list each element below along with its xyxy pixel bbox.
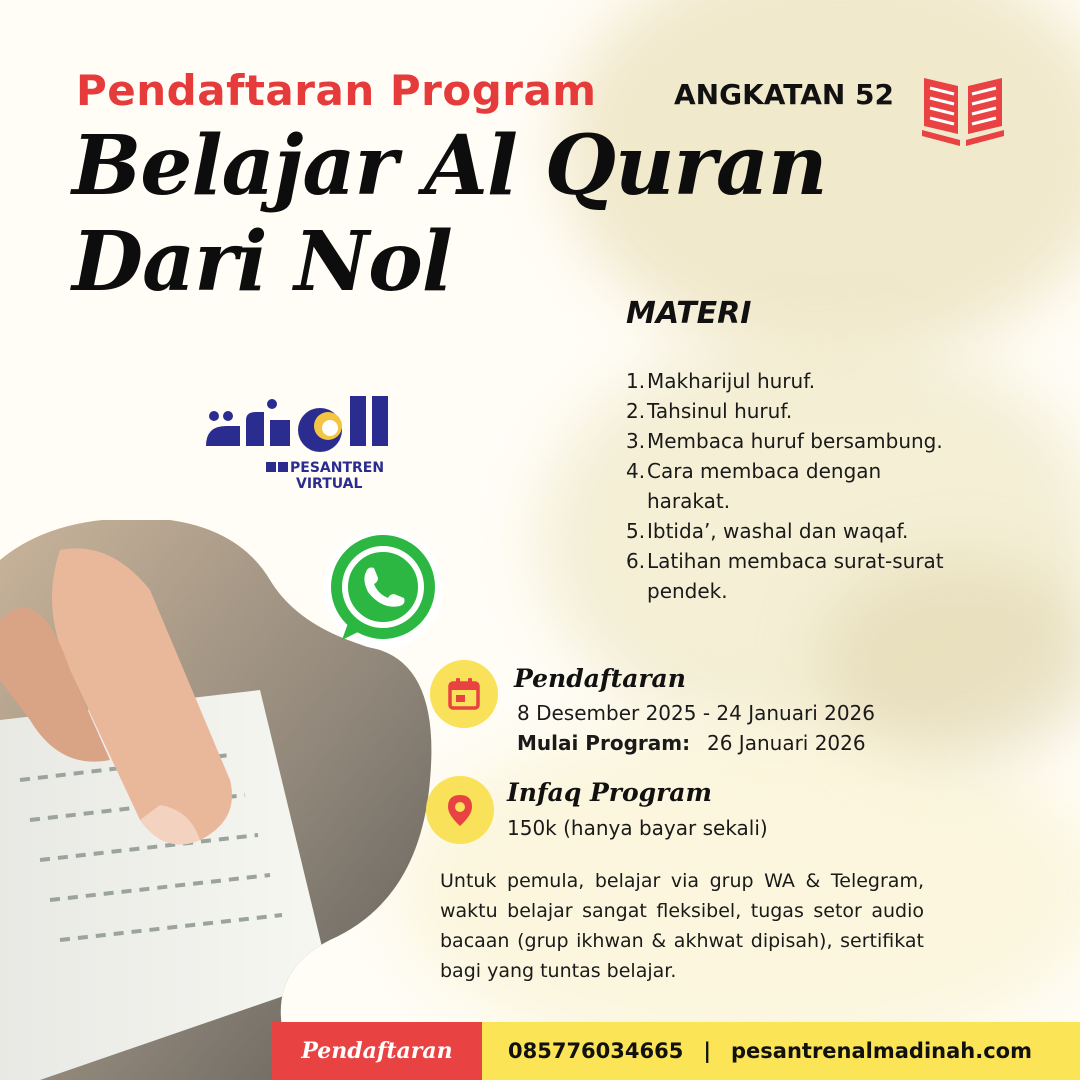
footer-contact-bar [482,1022,1080,1080]
registration-period: 8 Desember 2025 - 24 Januari 2026 [517,701,876,725]
list-item: 4. Cara membaca dengan harakat. [626,459,882,513]
book-icon [920,72,1006,150]
infaq-value: 150k (hanya bayar sekali) [507,816,768,840]
footer-registration-tab [272,1022,482,1080]
infaq-heading: Infaq Program [507,778,712,807]
program-title-line2: Dari Nol [72,214,452,310]
whatsapp-icon[interactable] [320,526,446,652]
list-item: 3. Membaca huruf bersambung. [626,429,943,453]
list-item: 2. Tahsinul huruf. [626,399,793,423]
program-start-label: Mulai Program: [517,731,691,755]
logo-line2: VIRTUAL [296,476,363,492]
arabic-logo-mark [200,390,400,460]
website-link[interactable]: pesantrenalmadinah.com [731,1039,1032,1063]
calendar-badge [430,660,498,728]
phone-number[interactable]: 085776034665 [508,1039,684,1063]
list-item: 1. Makharijul huruf. [626,369,816,393]
list-item: 5. Ibtida’, washal dan waqaf. [626,519,909,543]
footer-label: Pendaftaran [301,1038,453,1064]
program-description: Untuk pemula, belajar via grup WA & Telegram, waktu belajar sangat fleksibel, tugas setor audio bacaan (grup ikhwan & akhwat dipisah), sertifikat bagi yang tuntas belajar. [440,870,924,982]
location-pin-icon [443,793,477,827]
footer-separator: | [703,1039,712,1063]
pesantren-logo [200,390,400,500]
program-subtitle: Pendaftaran Program [76,66,597,115]
materi-heading: MATERI [626,296,752,331]
registration-heading: Pendaftaran [514,664,686,693]
location-badge [426,776,494,844]
logo-text [266,460,406,492]
batch-label: ANGKATAN 52 [674,78,895,111]
calendar-icon [447,677,481,711]
program-start [517,731,866,755]
materi-list [626,366,986,606]
program-start-date: 26 Januari 2026 [707,731,866,755]
list-item: 6. Latihan membaca surat-surat pendek. [626,549,944,603]
program-title [72,118,827,310]
logo-line1: PESANTREN [290,460,385,476]
program-title-line1: Belajar Al Quran [72,118,827,214]
